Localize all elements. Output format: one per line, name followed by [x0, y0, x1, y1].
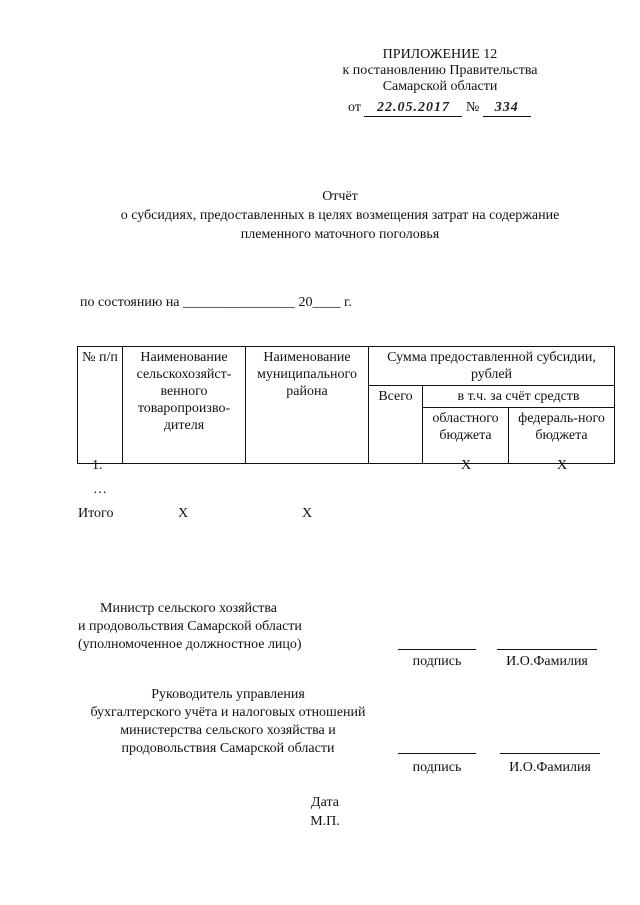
row1-federal: X — [557, 458, 568, 473]
appendix-date-number — [348, 100, 588, 117]
report-title-line3: племенного маточного поголовья — [240, 227, 440, 242]
appendix-line2: Самарской области — [382, 79, 498, 94]
header-total: Всего — [369, 386, 423, 464]
signature2-sign-line — [398, 753, 476, 754]
header-incl: в т.ч. за счёт средств — [423, 386, 615, 408]
appendix-title: ПРИЛОЖЕНИЕ 12 — [382, 47, 498, 62]
from-label: от — [348, 100, 361, 115]
number-label: № — [465, 100, 480, 115]
handwritten-date: 22.05.2017 — [364, 100, 462, 117]
footer-stamp-label: М.П. — [310, 814, 340, 829]
status-year-suffix: г. — [344, 295, 352, 310]
report-title-line2: о субсидиях, предоставленных в целях возмещения затрат на содержание — [120, 208, 560, 223]
header-district: Наименование муниципального района — [246, 347, 369, 464]
header-subsidy: Сумма предоставленной субсидии, рублей — [369, 347, 615, 386]
row2-num: … — [93, 482, 107, 497]
signature1-sign-label: подпись — [412, 654, 462, 669]
status-year-blank: ____ — [312, 295, 341, 310]
status-line — [80, 295, 352, 311]
status-date-blank: ________________ — [183, 295, 296, 310]
report-table — [77, 346, 615, 464]
header-num: № п/п — [78, 347, 123, 464]
signature1-line1: Министр сельского хозяйства — [100, 601, 277, 616]
signature1-name-line — [497, 649, 597, 650]
footer-date-label: Дата — [311, 795, 339, 810]
signature2-line1: Руководитель управления — [151, 687, 305, 702]
header-producer: Наименование сельскохозяйст-венного товаропроизво-дителя — [123, 347, 246, 464]
footer — [290, 793, 360, 831]
row1-regional: X — [461, 458, 472, 473]
row1-num: 1. — [92, 458, 103, 473]
signature1-line3: (уполномоченное должностное лицо) — [78, 637, 302, 652]
total-label: Итого — [78, 506, 114, 521]
report-title — [80, 187, 600, 244]
header-federal: федераль-ного бюджета — [509, 408, 615, 464]
total-district: X — [302, 506, 313, 521]
total-producer: X — [178, 506, 189, 521]
report-title-line1: Отчёт — [322, 189, 358, 204]
signature2-line3: министерства сельского хозяйства и — [120, 723, 336, 738]
appendix-block — [330, 47, 550, 95]
signature2-name-label: И.О.Фамилия — [509, 760, 591, 775]
signature2-line4: продовольствия Самарской области — [121, 741, 335, 756]
signature2-sign-label: подпись — [412, 760, 462, 775]
signature1-line2: и продовольствия Самарской области — [78, 619, 302, 634]
signature2-line2: бухгалтерского учёта и налоговых отношений — [90, 705, 366, 720]
header-regional: областного бюджета — [423, 408, 509, 464]
signature2-name-line — [500, 753, 600, 754]
signature2-title — [78, 686, 378, 758]
status-label: по состоянию на — [80, 295, 180, 310]
signature1-sign-line — [398, 649, 476, 650]
appendix-line1: к постановлению Правительства — [342, 63, 538, 78]
status-year-prefix: 20 — [298, 295, 313, 310]
signature1-title — [78, 600, 358, 654]
signature1-name-label: И.О.Фамилия — [506, 654, 588, 669]
handwritten-number: 334 — [483, 100, 531, 117]
